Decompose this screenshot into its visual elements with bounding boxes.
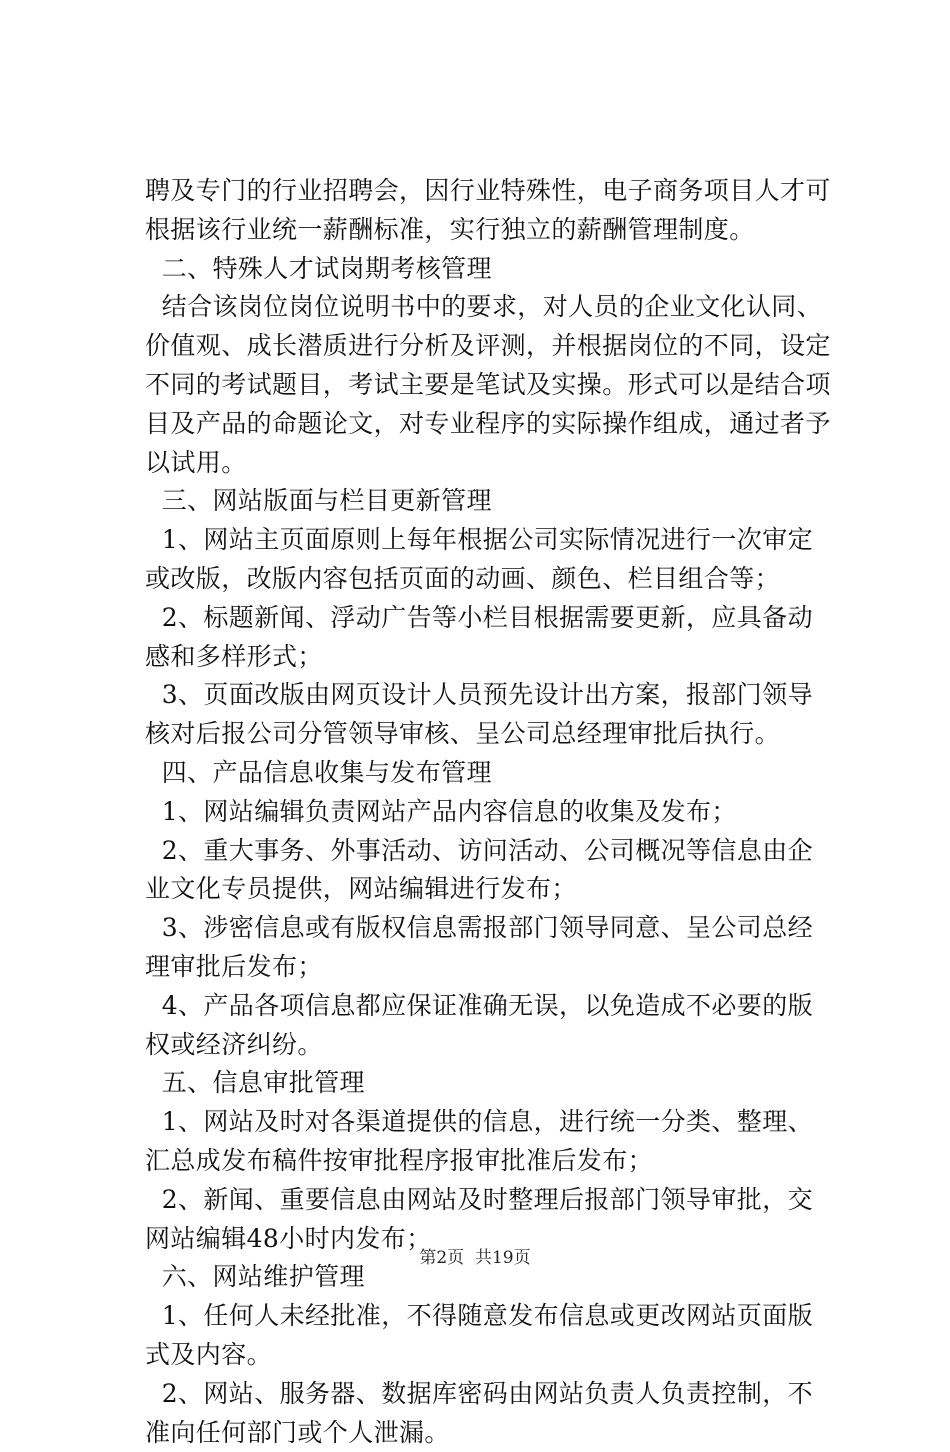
text-line: 1、网站主页面原则上每年根据公司实际情况进行一次审定 bbox=[145, 521, 835, 560]
text-line: 感和多样形式； bbox=[145, 638, 835, 677]
text-line: 1、网站编辑负责网站产品内容信息的收集及发布； bbox=[145, 793, 835, 832]
text-line: 根据该行业统一薪酬标准，实行独立的薪酬管理制度。 bbox=[145, 211, 835, 250]
text-line: 权或经济纠纷。 bbox=[145, 1026, 835, 1065]
text-line: 业文化专员提供，网站编辑进行发布； bbox=[145, 870, 835, 909]
text-line: 4、产品各项信息都应保证准确无误，以免造成不必要的版 bbox=[145, 987, 835, 1026]
text-line: 目及产品的命题论文，对专业程序的实际操作组成，通过者予 bbox=[145, 405, 835, 444]
text-line: 三、网站版面与栏目更新管理 bbox=[145, 482, 835, 521]
text-line: 2、新闻、重要信息由网站及时整理后报部门领导审批，交 bbox=[145, 1181, 835, 1220]
page-number-footer: 第2页 共19页 bbox=[0, 1243, 950, 1268]
text-line: 五、信息审批管理 bbox=[145, 1064, 835, 1103]
text-line: 核对后报公司分管领导审核、呈公司总经理审批后执行。 bbox=[145, 715, 835, 754]
text-line: 网站编辑48小时内发布； bbox=[145, 1220, 835, 1259]
text-line: 结合该岗位岗位说明书中的要求，对人员的企业文化认同、 bbox=[145, 288, 835, 327]
text-line: 聘及专门的行业招聘会，因行业特殊性，电子商务项目人才可 bbox=[145, 172, 835, 211]
text-line: 理审批后发布； bbox=[145, 948, 835, 987]
text-line: 2、重大事务、外事活动、访问活动、公司概况等信息由企 bbox=[145, 832, 835, 871]
text-line: 价值观、成长潜质进行分析及评测，并根据岗位的不同，设定 bbox=[145, 327, 835, 366]
text-line: 2、网站、服务器、数据库密码由网站负责人负责控制，不 bbox=[145, 1375, 835, 1414]
text-line: 以试用。 bbox=[145, 444, 835, 483]
text-line: 1、任何人未经批准，不得随意发布信息或更改网站页面版 bbox=[145, 1297, 835, 1336]
text-line: 式及内容。 bbox=[145, 1336, 835, 1375]
text-line: 六、网站维护管理 bbox=[145, 1258, 835, 1297]
text-line: 准向任何部门或个人泄漏。 bbox=[145, 1414, 835, 1452]
text-line: 四、产品信息收集与发布管理 bbox=[145, 754, 835, 793]
text-line: 二、特殊人才试岗期考核管理 bbox=[145, 250, 835, 289]
text-line: 汇总成发布稿件按审批程序报审批准后发布； bbox=[145, 1142, 835, 1181]
text-line: 或改版，改版内容包括页面的动画、颜色、栏目组合等； bbox=[145, 560, 835, 599]
text-line: 不同的考试题目，考试主要是笔试及实操。形式可以是结合项 bbox=[145, 366, 835, 405]
text-line: 1、网站及时对各渠道提供的信息，进行统一分类、整理、 bbox=[145, 1103, 835, 1142]
text-line: 2、标题新闻、浮动广告等小栏目根据需要更新，应具备动 bbox=[145, 599, 835, 638]
text-line: 3、页面改版由网页设计人员预先设计出方案，报部门领导 bbox=[145, 676, 835, 715]
text-line: 3、涉密信息或有版权信息需报部门领导同意、呈公司总经 bbox=[145, 909, 835, 948]
